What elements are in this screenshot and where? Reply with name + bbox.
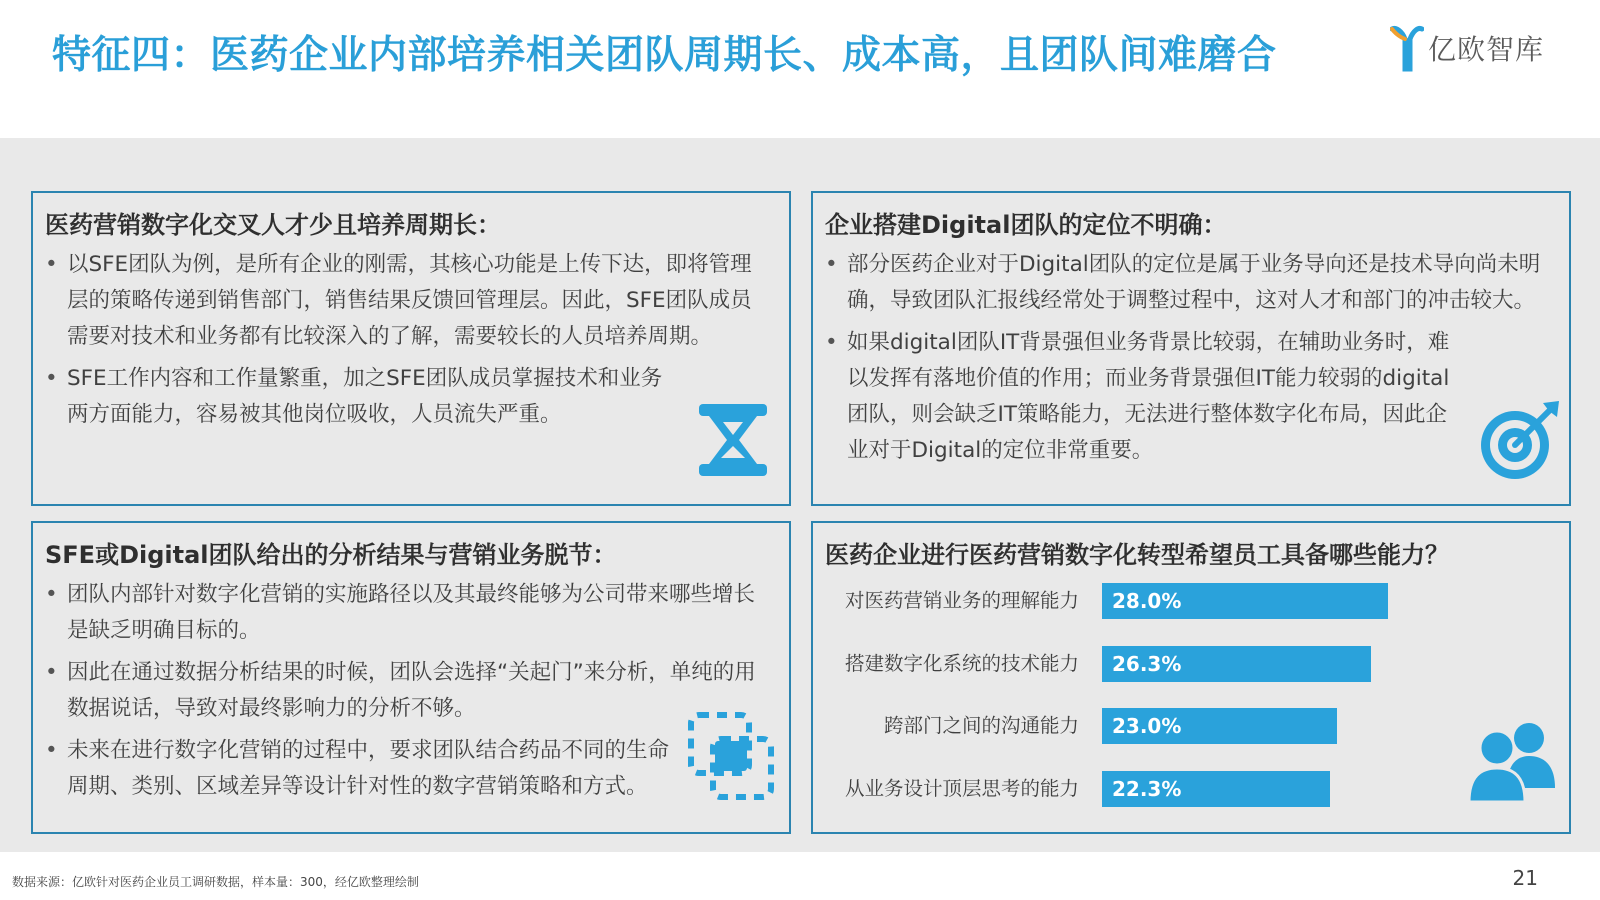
logo-mark-icon [1390,23,1424,73]
bullet-list [43,247,763,439]
bar-value-label: 26.3% [1112,651,1182,676]
list-item: • 以SFE团队为例，是所有企业的刚需，其核心功能是上传下达，即将管理层的策略传递到销售部门，销售结果反馈回管理层。因此，SFE团队成员需要对技术和业务都有比较深入的了解，需要较长的人员培养周期。 [43,247,763,355]
list-item: • 因此在通过数据分析结果的时候，团队会选择“关起门”来分析，单纯的用数据说话，导致对最终影响力的分析不够。 [43,655,763,727]
dashed-frame-icon [685,709,777,805]
page-title: 特征四：医药企业内部培养相关团队周期长、成本高，且团队间难磨合 [52,33,1277,78]
panel-analysis-disconnect [31,521,791,834]
bar-chart [813,583,1569,833]
panel-title: 医药营销数字化交叉人才少且培养周期长： [45,211,501,239]
list-item: • 部分医药企业对于Digital团队的定位是属于业务导向还是技术导向尚未明确，导致团队汇报线经常处于调整过程中，这对人才和部门的冲击较大。 [823,247,1563,319]
bar-value-label: 28.0% [1112,589,1182,613]
panel-title: 企业搭建Digital团队的定位不明确： [825,211,1227,239]
panel-title: SFE或Digital团队给出的分析结果与营销业务脱节： [45,541,617,569]
logo-text: 亿欧智库 [1428,33,1545,66]
panel-ability-chart [811,521,1571,834]
bar-value-label: 23.0% [1112,714,1182,738]
bar-category-label: 从业务设计顶层思考的能力 [844,776,1079,800]
panel-talent-shortage [31,191,791,506]
panel-digital-positioning [811,191,1571,506]
list-item: • 未来在进行数字化营销的过程中，要求团队结合药品不同的生命周期、类别、区域差异等设计针对性的数字营销策略和方式。 [43,733,683,805]
logo [1390,22,1544,74]
page-number: 21 [1512,866,1538,890]
bullet-list [43,577,763,811]
bar-value-label: 22.3% [1112,776,1182,801]
bar-category-label: 对医药营销业务的理解能力 [844,589,1079,612]
hourglass-icon [697,402,769,478]
bar-row [813,771,1569,807]
list-item: • SFE工作内容和工作量繁重，加之SFE团队成员掌握技术和业务两方面能力，容易被其他岗位吸收，人员流失严重。 [43,361,683,433]
list-item: • 团队内部针对数字化营销的实施路径以及其最终能够为公司带来哪些增长是缺乏明确目标的。 [43,577,763,649]
target-icon [1477,397,1563,483]
bar-row [813,646,1569,682]
bar-row [813,583,1569,619]
bar-row [813,708,1569,744]
bullet-list [823,247,1563,475]
data-source-note: 数据来源：亿欧针对医药企业员工调研数据，样本量：300，经亿欧整理绘制 [12,875,419,889]
bar-category-label: 搭建数字化系统的技术能力 [844,651,1079,675]
list-item: • 如果digital团队IT背景强但业务背景比较弱，在辅助业务时，难以发挥有落地价值的作用；而业务背景强但IT能力较弱的digital团队，则会缺乏IT策略能力，无法进行整体数字化布局，因此企业对于Digital的定位非常重要。 [823,325,1463,469]
chart-title: 医药企业进行医药营销数字化转型希望员工具备哪些能力？ [825,541,1449,569]
people-icon [1467,718,1557,804]
bar-category-label: 跨部门之间的沟通能力 [883,714,1079,737]
